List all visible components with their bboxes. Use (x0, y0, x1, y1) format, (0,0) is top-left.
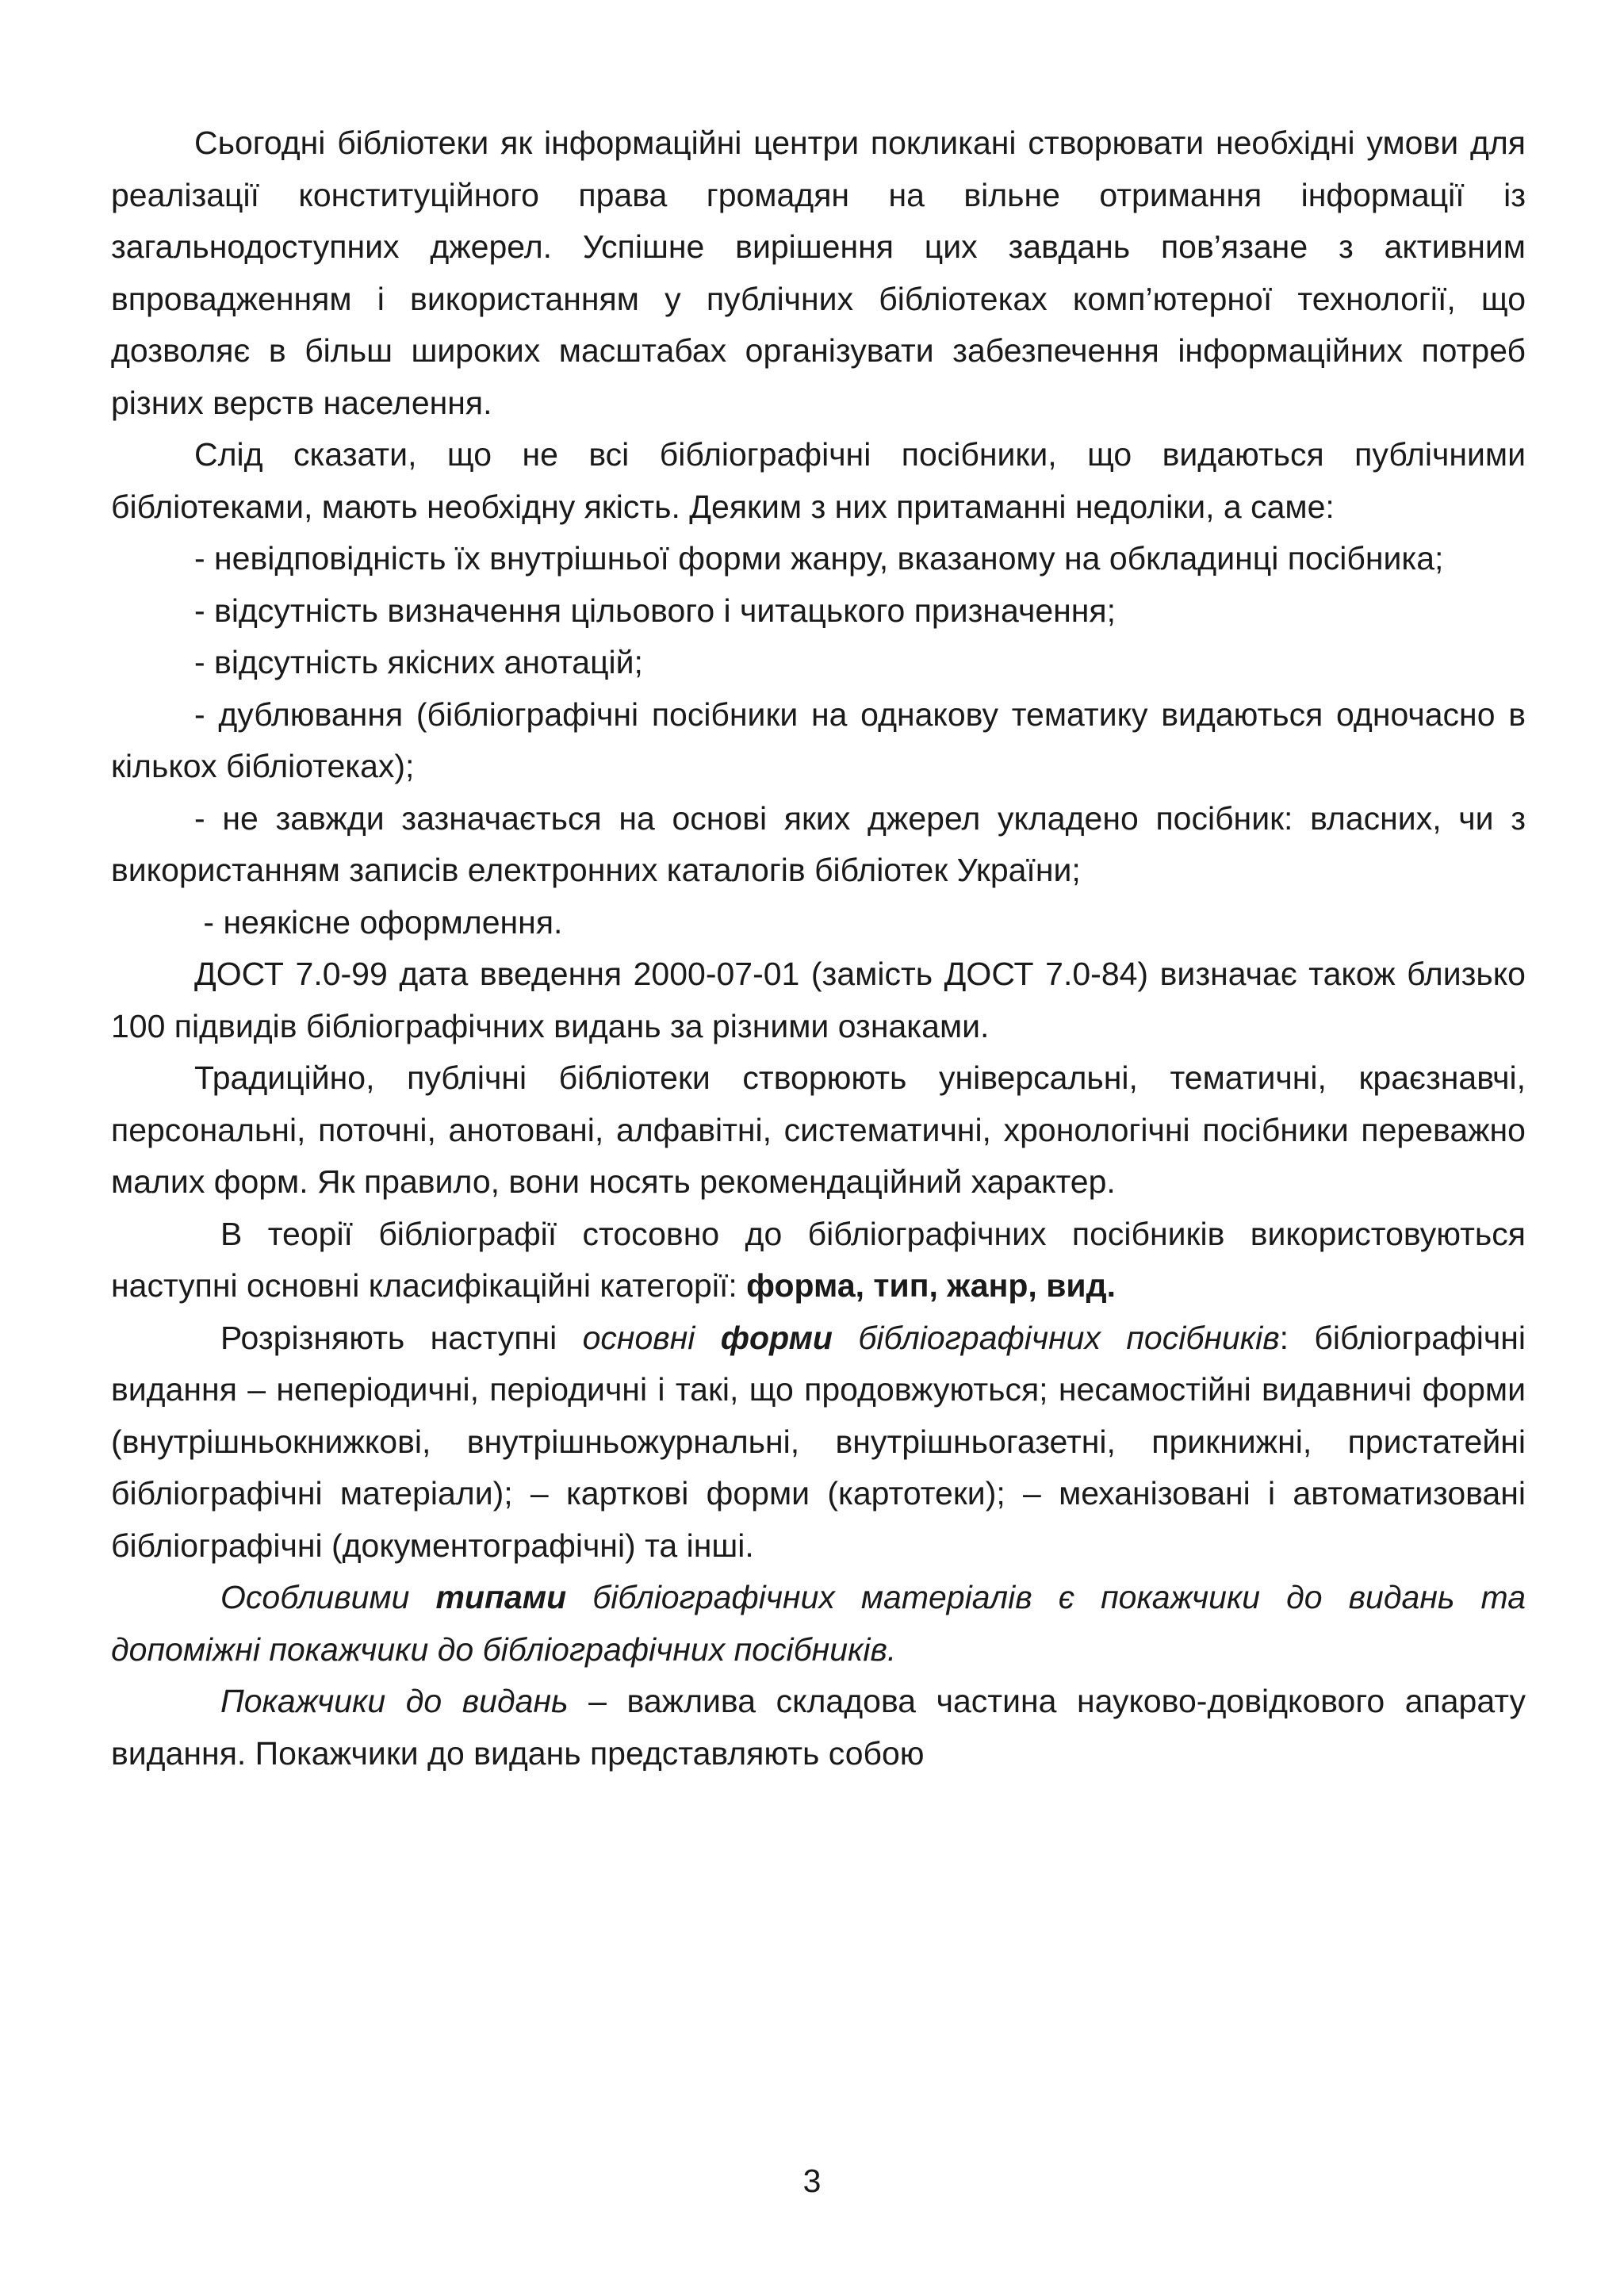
indexes-italic-term: Покажчики до видань (220, 1683, 569, 1719)
list-item-sources: - не завжди зазначається на основі яких джерел укладено посібник: власних, чи з використанням записів електронних каталогів бібліотек України; (111, 799, 1526, 888)
paragraph-quality-issues: Слід сказати, що не всі бібліографічні посібники, що видаються публічними бібліотеками, мають необхідну якість. Деяким з них притаманні недоліки, а саме: (111, 436, 1526, 525)
categories-bold-terms: форма, тип, жанр, вид. (746, 1267, 1116, 1304)
forms-list: : бібліографічні видання – неперіодичні, періодичні і такі, що продовжуються; несамостійні видавничі форми (внутрішньокнижкові, внутрішньожурнальні, внутрішньогазетні, прикнижні, пристатейні бібліографічні матеріали); – карткові форми (картотеки); – механізовані і автоматизовані бібліографічні (документографічні) та інші. (111, 1319, 1526, 1564)
indexes-rest: – важлива складова частина науково-довідкового апарату видання. Покажчики до видань представляють собою (111, 1683, 1526, 1772)
categories-text: В теорії бібліографії стосовно до бібліографічних посібників використовуються наступні основні класифікаційні категорії: (111, 1215, 1526, 1304)
forms-italic-manuals: бібліографічних посібників (832, 1319, 1280, 1356)
page-number: 3 (802, 2163, 822, 2199)
paragraph-standard: ДОСТ 7.0-99 дата введення 2000-07-01 (замість ДОСТ 7.0-84) визначає також близько 100 підвидів бібліографічних видань за різними ознаками. (111, 956, 1526, 1044)
list-item-no-purpose: - відсутність визначення цільового і читацького призначення; (194, 592, 1116, 629)
types-rest: бібліографічних матеріалів є покажчики до видань та допоміжні покажчики до бібліографічних посібників. (111, 1579, 1526, 1668)
forms-bold-italic-term: форми (720, 1319, 833, 1356)
paragraph-types (111, 1572, 1526, 1676)
paragraph-forms (111, 1312, 1526, 1573)
list-item-duplication: - дублювання (бібліографічні посібники на однакову тематику видаються одночасно в кількох бібліотеках); (111, 695, 1526, 784)
types-bold-term: типами (435, 1579, 567, 1615)
paragraph-libraries-as-centers: Сьогодні бібліотеки як інформаційні центри покликані створювати необхідні умови для реалізації конституційного права громадян на вільне отримання інформації із загальнодоступних джерел. Успішне вирішення цих завдань пов’язане з активним впровадженням і використанням у публічних бібліотеках комп’ютерної технології, що дозволяє в більш широких масштабах організувати забезпечення інформаційних потреб різних верств населення. (111, 125, 1526, 421)
paragraph-traditional: Традиційно, публічні бібліотеки створюють універсальні, тематичні, краєзнавчі, персональні, поточні, анотовані, алфавітні, систематичні, хронологічні посібники переважно малих форм. Як правило, вони носять рекомендаційний характер. (111, 1059, 1526, 1200)
paragraph-categories (111, 1209, 1526, 1312)
list-item-design: - неякісне оформлення. (194, 903, 563, 941)
forms-intro: Розрізняють наступні (220, 1319, 583, 1356)
list-item-genre-mismatch: - невідповідність їх внутрішньої форми жанру, вказаному на обкладинці посібника; (194, 540, 1444, 577)
forms-italic-basic: основні (582, 1319, 721, 1356)
paragraph-indexes (111, 1676, 1526, 1780)
list-item-no-annotations: - відсутність якісних анотацій; (194, 644, 643, 680)
types-intro: Особливими (220, 1579, 436, 1615)
